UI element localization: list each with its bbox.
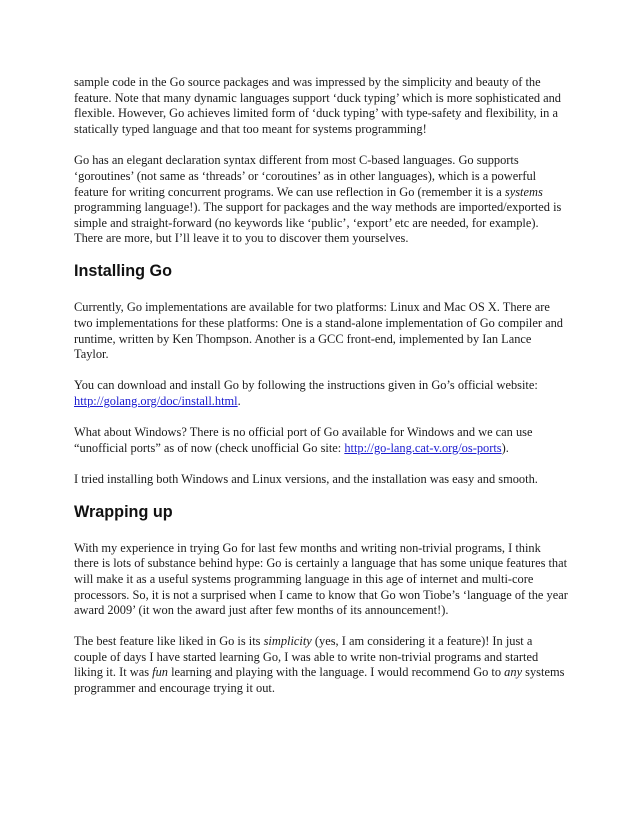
installing-paragraph-experience [74,472,568,488]
experience-text: I tried installing both Windows and Linux versions, and the installation was easy and smooth. [74,471,538,486]
section-heading-installing: Installing Go [74,262,173,281]
wrapping-paragraph-hype [74,541,568,619]
simplicity-text-middle: (yes, I am considering it a feature)! In just a couple of days I have started learning Go, I was able to write non-trivial programs and started liking it. It was [74,634,539,680]
download-text-end: . [237,393,241,408]
simplicity-text-start: The best feature like liked in Go is its [74,634,264,649]
fun-emphasis: fun [152,665,168,680]
simplicity-text-middle-2: learning and playing with the language. I would recommend Go to [167,665,505,680]
hype-text: With my experience in trying Go for last few months and writing non-trivial programs, I think there is lots of substance behind hype: Go is certainly a language that has some unique features that will make it as a useful systems programming language in this age of internet and multi-core processors. So, it is not a surprised when I came to know that Go won Tiobe’s ‘language of the year award 2009’ (it won the award just after few months of its announcement!). [74,540,568,618]
installing-paragraph-platforms [74,300,568,362]
intro-paragraph-syntax [74,153,568,247]
document-page [74,75,568,712]
intro-paragraph-text: sample code in the Go source packages and was impressed by the simplicity and beauty of the feature. Note that many dynamic languages support ‘duck typing’ which is more sophisticated and flexible. However, Go achieves limited form of ‘duck typing’ with type-safety and flexibility, in a statically typed language and that too meant for systems programming! [74,75,562,136]
installing-paragraph-download [74,378,568,409]
golang-install-link[interactable]: http://golang.org/doc/install.html [74,393,238,408]
syntax-text-start: Go has an elegant declaration syntax different from most C-based languages. Go supports ‘goroutines’ (not same as ‘threads’ or ‘coroutines’ as in other languages), which is a powerful feature for writing concurrent programs. We can use reflection in Go (remember it is a [74,153,537,199]
platforms-text: Currently, Go implementations are available for two platforms: Linux and Mac OS X. There are two implementations for these platforms: One is a stand-alone implementation of Go compiler and runtime, written by Ken Thompson. Another is a GCC front-end, implemented by Ian Lance Taylor. [74,300,563,362]
intro-paragraph-duck-typing [74,75,568,137]
windows-text-start: What about Windows? There is no official port of Go available for Windows and we can use “unofficial ports” as of now (check unofficial Go site: [74,425,533,455]
os-ports-link[interactable]: http://go-lang.cat-v.org/os-ports [344,440,502,455]
windows-text-end: ). [501,440,509,455]
simplicity-text-end: systems programmer and encourage trying it out. [74,665,565,696]
download-text-start: You can download and install Go by following the instructions given in Go’s official website: [74,378,538,393]
systems-emphasis: systems [504,184,543,199]
simplicity-emphasis: simplicity [263,634,312,649]
installing-paragraph-windows [74,425,568,456]
any-emphasis: any [504,665,523,680]
section-heading-wrapping-up: Wrapping up [74,502,173,521]
syntax-text-end: programming language!). The support for packages and the way methods are imported/exported is simple and straight-forward (no keywords like ‘public’, ‘export’ etc are needed, for example). There are more, but I’ll leave it to you to discover them yourselves. [74,200,562,246]
wrapping-paragraph-simplicity [74,634,568,696]
